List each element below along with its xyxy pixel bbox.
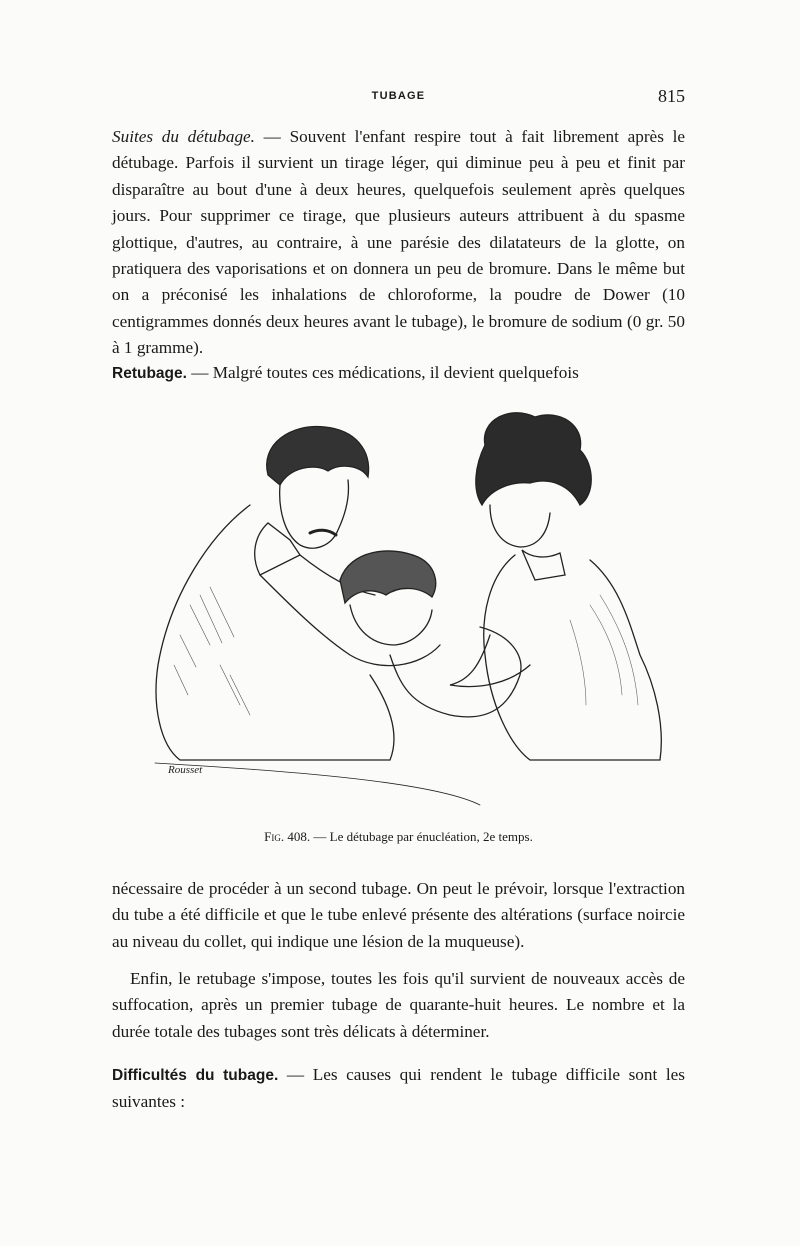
running-head [112, 86, 685, 110]
nurse-face [490, 505, 550, 547]
paragraph-body-difficultes: — Les causes qui rendent le tubage difficile sont les suivantes : [112, 1065, 685, 1112]
nurse-dress [484, 555, 662, 760]
doctor-hair [267, 427, 369, 485]
doctor-collar [255, 523, 300, 575]
artist-signature: Rousset [168, 764, 203, 776]
doctor-moustache [310, 530, 336, 535]
paragraph-body-continuation: nécessaire de procéder à un second tubage. On peut le prévoir, lorsque l'extraction du tube a été difficile et que le tube enlevé présente des altérations (surface noircie au niveau du collet, qui indique une lésion de la muqueuse). [112, 879, 685, 951]
figure-caption [112, 829, 685, 845]
section-lead-suites: Suites du détubage. [112, 127, 255, 146]
nurse-collar [522, 550, 565, 580]
child-face [350, 605, 432, 645]
child-hair [340, 551, 436, 603]
paragraph-retubage [112, 360, 685, 387]
section-lead-retubage: Retubage. [112, 365, 187, 382]
running-title: TUBAGE [371, 90, 426, 102]
section-lead-difficultes: Difficultés du tubage. [112, 1067, 279, 1084]
engraving-illustration [150, 405, 670, 810]
paragraph-body-enfin: Enfin, le retubage s'impose, toutes les fois qu'il survient de nouveaux accès de suffocation, après un premier tubage de quarante-huit heures. Le nombre et la durée totale des tubages sont très délicats à déterminer. [112, 969, 685, 1041]
paragraph-body-retubage: — Malgré toutes ces médications, il devient quelquefois [186, 363, 579, 382]
figure-caption-text: — Le détubage par énucléation, 2e temps. [310, 829, 533, 844]
paragraph-difficultes [112, 1062, 685, 1116]
paragraph-enfin [112, 966, 685, 1045]
nurse-hair [476, 413, 591, 505]
page-number: 815 [658, 86, 685, 106]
paragraph-body-suites: — Souvent l'enfant respire tout à fait librement après le détubage. Parfois il survient un tirage léger, qui diminue peu à peu et finit par disparaître au bout d'une à deux heures, quelquefois seulement après quelques jours. Pour supprimer ce tirage, que plusieurs auteurs attribuent à du spasme glottique, d'autres, au contraire, à une parésie des dilatateurs de la glotte, on pratiquera des vaporisations et on donnera un peu de bromure. Dans le même but on a préconisé les inhalations de chloroforme, la poudre de Dower (10 centigrammes donnés deux heures avant le tubage), le bromure de sodium (0 gr. 50 à 1 gramme). [112, 127, 685, 358]
doctor-coat [156, 505, 394, 760]
paragraph-continuation [112, 876, 685, 955]
figure-caption-label: Fig. 408. [264, 829, 311, 844]
doctor-face [280, 480, 349, 548]
paragraph-suites-du-detubage [112, 124, 685, 362]
figure-illustration [150, 405, 670, 810]
